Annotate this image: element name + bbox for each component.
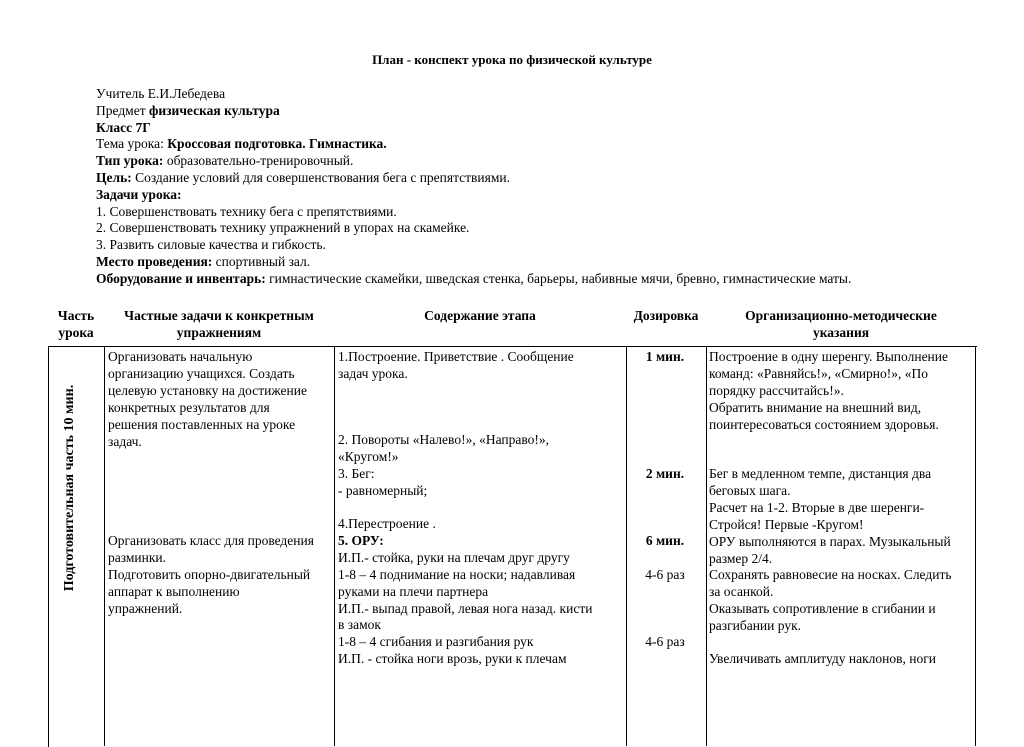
- tasks-heading: Задачи урока:: [96, 186, 182, 202]
- dose-value: 4-6 раз: [645, 634, 685, 649]
- dose-value: 4-6 раз: [645, 567, 685, 582]
- task-item: 1. Совершенствовать технику бега с препятствиями.: [96, 203, 397, 219]
- goal-line: Цель: Создание условий для совершенствования бега с препятствиями.: [96, 169, 511, 185]
- content-cell: 4.Перестроение . 5. ОРУ: И.П.- стойка, руки на плечам друг другу 1-8 – 4 поднимание на носки; надавливая руками на плечи партнера И.П.- выпад правой, левая нога назад. кисти в замок 1-8 – 4 сгибания и разгибания рук И.П. - стойка ноги врозь, руки к плечам: [338, 516, 593, 667]
- document-title: План - конспект урока по физической культуре: [372, 52, 652, 67]
- place-line: Место проведения: спортивный зал.: [96, 253, 311, 269]
- header-tasks: Частные задачи к конкретным упражнениям: [124, 308, 314, 340]
- dose-value: 2 мин.: [645, 466, 685, 481]
- notes-cell: Увеличивать амплитуду наклонов, ноги: [709, 651, 937, 666]
- tasks-cell: Организовать начальную организацию учащихся. Создать целевую установку на достижение конкретных результатов для решения поставленных на уроке задач.: [108, 349, 307, 449]
- column-divider: [334, 346, 335, 746]
- notes-cell: Построение в одну шеренгу. Выполнение команд: «Равняйсь!», «Смирно!», «По порядку рассчитайсь!». Обратить внимание на внешний вид, поинтересоваться состоянием здоровья.: [709, 349, 948, 432]
- phase-label: Подготовительная часть 10 мин.: [62, 384, 77, 592]
- class-line: Класс 7Г: [96, 119, 151, 135]
- column-divider: [104, 346, 105, 746]
- header-dose: Дозировка: [633, 308, 699, 323]
- header-part: Часть урока: [57, 308, 95, 340]
- teacher-line: Учитель Е.И.Лебедева: [96, 86, 226, 101]
- task-item: 3. Развить силовые качества и гибкость.: [96, 237, 326, 253]
- type-line: Тип урока: образовательно-тренировочный.: [96, 153, 354, 169]
- tasks-cell: Организовать класс для проведения разминки. Подготовить опорно-двигательный аппарат к выполнению упражнений.: [108, 533, 314, 616]
- notes-cell: Бег в медленном темпе, дистанция два беговых шага. Расчет на 1-2. Вторые в две шеренги- Стройся! Первые -Кругом! ОРУ выполняются в парах. Музыкальный размер 2/4. Сохранять равновесие на носках. Следить за осанкой. Оказывать сопротивление в сгибании и разгибании рук.: [709, 466, 952, 634]
- task-item: 2. Совершенствовать технику упражнений в упорах на скамейке.: [96, 220, 470, 236]
- content-cell: 2. Повороты «Налево!», «Направо!», «Кругом!» 3. Бег: - равномерный;: [338, 432, 549, 498]
- column-divider: [975, 346, 976, 746]
- dose-value: 6 мин.: [645, 533, 685, 548]
- column-divider: [706, 346, 707, 746]
- subject-line: Предмет физическая культура: [96, 102, 280, 118]
- header-notes: Организационно-методические указания: [745, 308, 937, 340]
- topic-line: Тема урока: Кроссовая подготовка. Гимнастика.: [96, 136, 387, 152]
- header-content: Содержание этапа: [424, 308, 536, 323]
- lesson-info: [96, 86, 976, 288]
- equipment-line: Оборудование и инвентарь: гимнастические скамейки, шведская стенка, барьеры, набивные мячи, бревно, гимнастические маты.: [96, 270, 852, 286]
- dose-value: 1 мин.: [645, 349, 685, 364]
- content-cell: 1.Построение. Приветствие . Сообщение задач урока.: [338, 349, 574, 381]
